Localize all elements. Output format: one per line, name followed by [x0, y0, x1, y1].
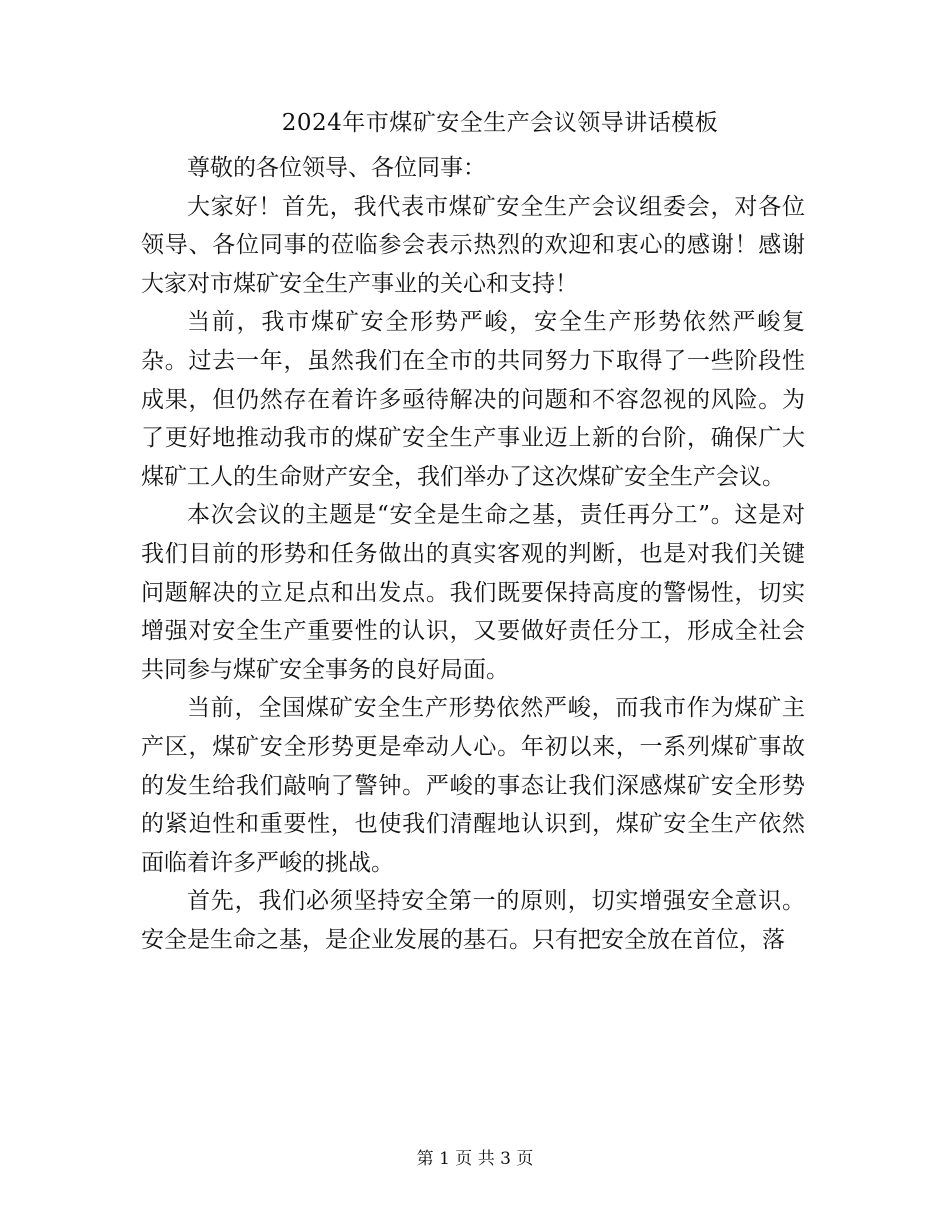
paragraph-current-situation: 当前，我市煤矿安全形势严峻，安全生产形势依然严峻复杂。过去一年，虽然我们在全市的共同努力下取得了一些阶段性成果，但仍然存在着许多亟待解决的问题和不容忽视的风险。为了更好地推动我市的煤矿安全生产事业迈上新的台阶，确保广大煤矿工人的生命财产安全，我们举办了这次煤矿安全生产会议。: [141, 309, 805, 490]
document-body: [141, 149, 805, 959]
paragraph-safety-first: 首先，我们必须坚持安全第一的原则，切实增强安全意识。安全是生命之基，是企业发展的基石。只有把安全放在首位，落: [141, 888, 805, 953]
document-title: 2024年市煤矿安全生产会议领导讲话模板: [281, 110, 719, 136]
paragraph-greeting: 大家好！首先，我代表市煤矿安全生产会议组委会，对各位领导、各位同事的莅临参会表示热烈的欢迎和衷心的感谢！感谢大家对市煤矿安全生产事业的关心和支持！: [141, 193, 805, 297]
paragraph-salutation: 尊敬的各位领导、各位同事：: [187, 155, 486, 181]
page-number-footer: 第 1 页 共 3 页: [416, 1149, 534, 1169]
paragraph-national-situation: 当前，全国煤矿安全生产形势依然严峻，而我市作为煤矿主产区，煤矿安全形势更是牵动人心。年初以来，一系列煤矿事故的发生给我们敲响了警钟。严峻的事态让我们深感煤矿安全形势的紧迫性和重要性，也使我们清醒地认识到，煤矿安全生产依然面临着许多严峻的挑战。: [141, 695, 805, 876]
paragraph-meeting-theme: 本次会议的主题是“安全是生命之基，责任再分工”。这是对我们目前的形势和任务做出的真实客观的判断，也是对我们关键问题解决的立足点和出发点。我们既要保持高度的警惕性，切实增强对安全生产重要性的认识，又要做好责任分工，形成全社会共同参与煤矿安全事务的良好局面。: [141, 502, 805, 683]
